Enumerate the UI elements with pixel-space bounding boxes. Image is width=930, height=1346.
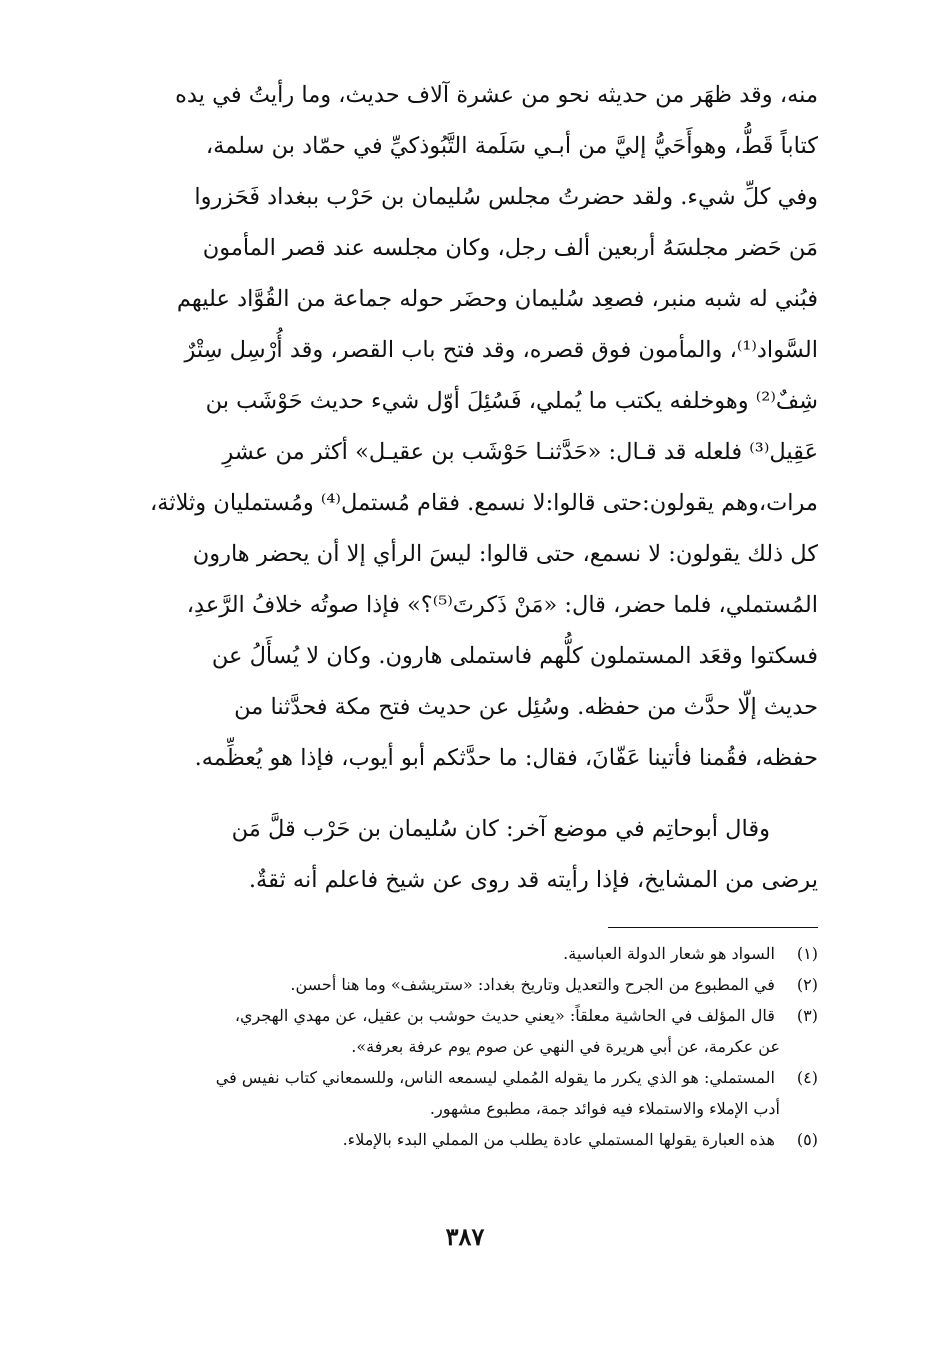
footnote-text: في المطبوع من الجرح والتعديل وتاريخ بغداد: «ستريشف» وما هنا أحسن. (290, 975, 775, 994)
footnote-text: قال المؤلف في الحاشية معلقاً: «يعني حديث حوشب بن عقيل، عن مهدي الهجري، (234, 1006, 775, 1025)
footnote-4 (106, 1062, 818, 1124)
footnote-text: السواد هو شعار الدولة العباسية. (563, 944, 775, 963)
footnote-line (106, 1124, 818, 1155)
text-line: المُستملي، فلما حضر، قال: «مَنْ ذَكرتَ⁽⁵⁾؟» فإذا صوتُه خلافُ الرَّعدِ، (186, 592, 818, 618)
footnote-line: أدب الإملاء والاستملاء فيه فوائد جمة، مطبوع مشهور. (429, 1099, 780, 1118)
text-line: فبُني له شبه منبر، فصعِد سُليمان وحضَر حوله جماعة من القُوَّاد عليهم (176, 286, 818, 312)
page-number: ٣٨٧ (445, 1222, 485, 1251)
text-line: وقال أبوحاتِم في موضع آخر: كان سُليمان بن حَرْب قلَّ مَن (231, 816, 770, 842)
footnote-3 (106, 1000, 818, 1062)
text-line: عَقِيل⁽³⁾ فلعله قد قـال: «حَدَّثنـا حَوْشَب بن عقيـل» أكثر من عشرِ (222, 439, 818, 465)
text-line: منه، وقد ظهَر من حديثه نحو من عشرة آلاف حديث، وما رأيتُ في يده (175, 82, 818, 108)
footnote-number: (٥) (796, 1130, 818, 1149)
footnote-line (106, 1000, 818, 1031)
footnote-line (106, 1062, 818, 1093)
footnote-number: (٤) (796, 1068, 818, 1087)
text-line: شِفٌ⁽²⁾ وهوخلفه يكتب ما يُملي، فَسُئِلَ أوّل شيء حديث حَوْشَب بن (205, 388, 818, 414)
footnote-5 (106, 1124, 818, 1155)
footnote-line: عن عكرمة، عن أبي هريرة في النهي عن صوم يوم عرفة بعرفة». (351, 1037, 780, 1056)
paragraph (106, 804, 818, 906)
footnotes (106, 938, 818, 1155)
footnote-line (106, 938, 818, 969)
text-line: مرات،وهم يقولون:حتى قالوا:لا نسمع. فقام مُستمل⁽⁴⁾ ومُستمليان وثلاثة، (150, 490, 818, 516)
text-line: كل ذلك يقولون: لا نسمع، حتى قالوا: ليسَ الرأي إلا أن يحضر هارون (192, 541, 818, 567)
footnote-number: (١) (796, 944, 818, 963)
text-line: وفي كلِّ شيء. ولقد حضرتُ مجلس سُليمان بن حَرْب ببغداد فَحَزروا (194, 184, 818, 210)
text-line: مَن حَضر مجلسَهُ أربعين ألف رجل، وكان مجلسه عند قصر المأمون (202, 235, 818, 261)
footnote-number: (٢) (796, 975, 818, 994)
text-line: السَّواد⁽¹⁾، والمأمون فوق قصره، وقد فتح باب القصر، وقد أُرْسِل سِتْرٌ (184, 337, 818, 363)
footnote-text: المستملي: هو الذي يكرر ما يقوله المُملي ليسمعه الناس، وللسمعاني كتاب نفيس في (215, 1068, 775, 1087)
footnote-separator (608, 927, 818, 928)
paragraph (106, 70, 818, 784)
text-line: فسكتوا وقعَد المستملون كلُّهم فاستملى هارون. وكان لا يُسأَلُ عن (211, 643, 818, 669)
footnote-line (106, 969, 818, 1000)
text-line: حفظه، فقُمنا فأتينا عَفّانَ، فقال: ما حدَّثكم أبو أيوب، فإذا هو يُعظِّمه. (194, 745, 818, 771)
text-line: يرضى من المشايخ، فإذا رأيته قد روى عن شيخ فاعلم أنه ثقةٌ. (248, 867, 818, 893)
footnote-2 (106, 969, 818, 1000)
footnote-1 (106, 938, 818, 969)
paragraph-gap (106, 784, 818, 804)
footnote-text: هذه العبارة يقولها المستملي عادة يطلب من المملي البدء بالإملاء. (342, 1130, 775, 1149)
footnote-number: (٣) (796, 1006, 818, 1025)
text-line: حديث إلّا حدَّث من حفظه. وسُئِل عن حديث فتح مكة فحدَّثنا من (234, 694, 818, 720)
main-text (106, 70, 818, 906)
text-line: كتاباً قَطُّ، وهوأَحَيُّ إليَّ من أبـي سَلَمة التَّبُوذكيِّ في حمّاد بن سلمة، (205, 133, 818, 159)
